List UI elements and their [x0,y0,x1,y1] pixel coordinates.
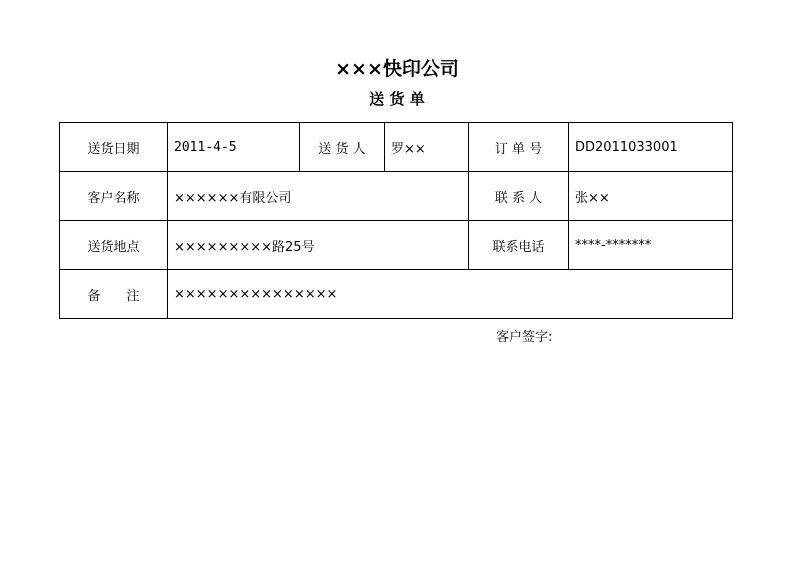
contact-phone-value: ****-******* [569,221,733,270]
contact-person-value: 张×× [569,172,733,221]
table-row [60,123,733,172]
customer-signature-label: 客户签字: [496,330,553,345]
customer-name-label: 客户名称 [60,172,168,221]
remarks-value: ××××××××××××××× [168,270,733,319]
delivery-address-value: ×××××××××路25号 [168,221,469,270]
document-title: 送 货 单 [369,90,425,108]
order-number-value: DD2011033001 [569,123,733,172]
remarks-label: 备 注 [60,270,168,319]
table-row [60,221,733,270]
contact-person-label: 联 系 人 [469,172,569,221]
contact-phone-label: 联系电话 [469,221,569,270]
delivery-form-table [59,122,733,319]
delivery-address-label: 送货地点 [60,221,168,270]
deliverer-label: 送 货 人 [300,123,385,172]
delivery-date-label: 送货日期 [60,123,168,172]
company-title: ×××快印公司 [335,58,459,80]
delivery-date-value: 2011-4-5 [168,123,300,172]
table-row [60,270,733,319]
customer-name-value: ××××××有限公司 [168,172,469,221]
deliverer-value: 罗×× [385,123,469,172]
table-row [60,172,733,221]
order-number-label: 订 单 号 [469,123,569,172]
